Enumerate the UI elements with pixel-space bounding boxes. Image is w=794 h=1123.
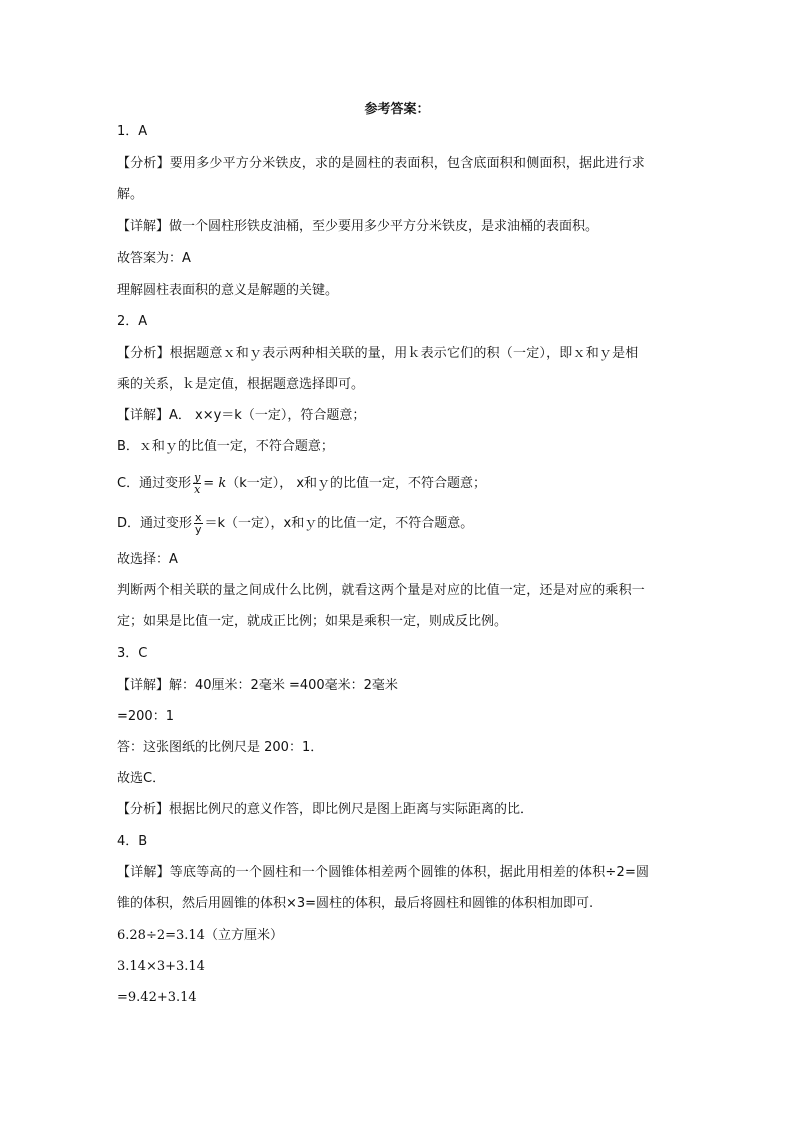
q3-analysis: 【分析】根据比例尺的意义作答，即比例尺是图上距离与实际距离的比． bbox=[117, 802, 534, 817]
q4-calc-line2: 3.14×3+3.14 bbox=[117, 959, 205, 974]
q4-detail-line1: 【详解】等底等高的一个圆柱和一个圆锥体相差两个圆锥的体积，据此用相差的体积÷2=圆 bbox=[117, 865, 650, 880]
q3-answer: 3．C bbox=[117, 646, 148, 661]
q1-analysis-line1: 【分析】要用多少平方分米铁皮，求的是圆柱的表面积，包含底面积和侧面积，据此进行求 bbox=[117, 156, 646, 171]
fraction-numerator: x bbox=[195, 511, 202, 524]
fraction-y-over-x bbox=[193, 472, 201, 495]
q2-comment-line2: 定；如果是比值一定，就成正比例；如果是乘积一定，则成反比例。 bbox=[117, 614, 508, 629]
fraction-denominator: x bbox=[194, 483, 201, 496]
q3-conclusion: 故选C． bbox=[117, 771, 166, 786]
q2-option-c-prefix: C．通过变形 bbox=[117, 476, 192, 491]
q4-calc-line1: 6.28÷2=3.14（立方厘米） bbox=[117, 928, 283, 943]
fraction-x-over-y bbox=[194, 512, 203, 535]
fraction-numerator: y bbox=[194, 471, 201, 484]
q4-calc-line3: =9.42+3.14 bbox=[117, 990, 197, 1005]
q2-analysis-line2: 乘的关系，ｋ是定值，根据题意选择即可。 bbox=[117, 377, 365, 392]
fraction-denominator: y bbox=[195, 523, 202, 536]
q1-conclusion: 故答案为：A bbox=[117, 251, 191, 266]
q2-comment-line1: 判断两个相关联的量之间成什么比例，就看这两个量是对应的比值一定，还是对应的乘积一 bbox=[117, 583, 646, 598]
q2-option-c bbox=[117, 472, 486, 495]
q1-detail: 【详解】做一个圆柱形铁皮油桶，至少要用多少平方分米铁皮，是求油桶的表面积。 bbox=[117, 219, 599, 234]
q1-answer: 1．A bbox=[117, 124, 148, 139]
q2-option-d-prefix: D．通过变形 bbox=[117, 516, 193, 531]
q4-detail-line2: 锥的体积，然后用圆锥的体积×3=圆柱的体积，最后将圆柱和圆锥的体积相加即可. bbox=[117, 896, 594, 911]
q2-option-c-suffix: （k一定）， x和ｙ的比值一定，不符合题意； bbox=[226, 476, 487, 491]
q3-detail: 【详解】解：40厘米：2毫米 =400毫米：2毫米 bbox=[117, 678, 398, 693]
q2-detail-option-a: 【详解】A． x×y＝k（一定），符合题意； bbox=[117, 408, 366, 423]
q1-analysis-line2: 解。 bbox=[117, 187, 144, 202]
q2-option-c-equals: = k bbox=[203, 476, 227, 491]
q2-answer: 2．A bbox=[117, 314, 148, 329]
q1-comment: 理解圆柱表面积的意义是解题的关键。 bbox=[117, 283, 339, 298]
q2-analysis-line1: 【分析】根据题意ｘ和ｙ表示两种相关联的量，用ｋ表示它们的积（一定），即ｘ和ｙ是相 bbox=[117, 346, 639, 361]
q2-option-b: B．ｘ和ｙ的比值一定，不符合题意； bbox=[117, 439, 334, 454]
q2-option-d-suffix: ＝k（一定），x和ｙ的比值一定，不符合题意。 bbox=[204, 516, 474, 531]
q3-step: =200：1 bbox=[117, 709, 174, 724]
q2-conclusion: 故选择：A bbox=[117, 552, 178, 567]
page-title: 参考答案： bbox=[364, 102, 430, 117]
q3-reply: 答：这张图纸的比例尺是 200：1． bbox=[117, 740, 324, 755]
q2-option-d bbox=[117, 512, 473, 535]
q4-answer: 4．B bbox=[117, 834, 148, 849]
